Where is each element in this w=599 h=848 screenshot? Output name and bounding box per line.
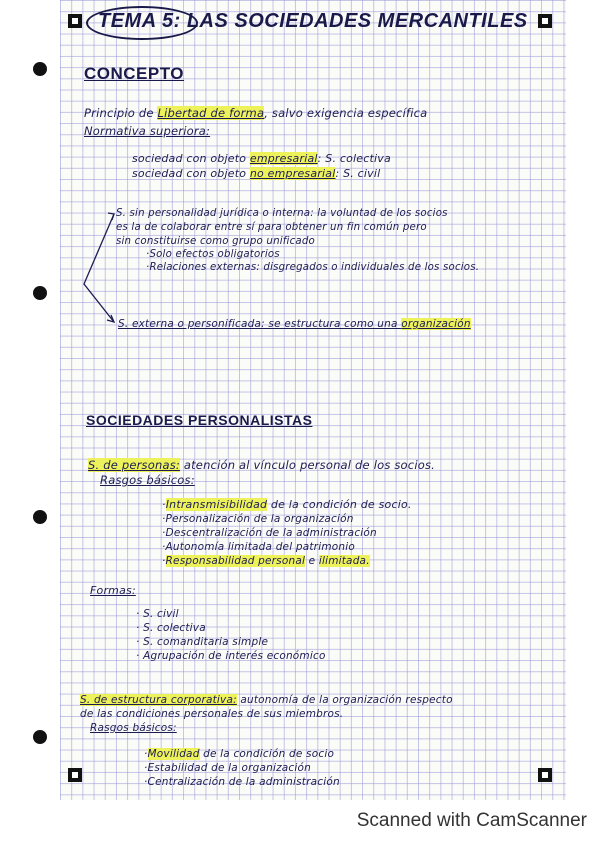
formas-label: Formas: [90, 584, 136, 597]
forma-2: · S. colectiva [136, 622, 206, 634]
rasgo-5: ·Responsabilidad personal e ilimitada. [162, 555, 370, 567]
binder-hole [33, 730, 47, 744]
forma-1: · S. civil [136, 608, 179, 620]
s-personas-line: S. de personas: atención al vínculo personal de los socios. [88, 458, 435, 472]
interna-line-5: ·Relaciones externas: disgregados o individuales de los socios. [146, 262, 480, 273]
branch-arrow-icon [78, 210, 118, 330]
rasgo-4: ·Autonomía limitada del patrimonio [162, 541, 355, 553]
corner-marker-icon [538, 14, 552, 28]
interna-line-2: es la de colaborar entre sí para obtener un fin común pero [116, 222, 427, 233]
principio-line: Principio de Libertad de forma, salvo exigencia específica [84, 106, 428, 120]
notebook-page [60, 0, 566, 800]
normativa-line: Normativa superiora: [84, 124, 211, 138]
s-corporativa-line-2: de las condiciones personales de sus miembros. [80, 708, 344, 720]
scanner-watermark: Scanned with CamScanner [356, 810, 587, 831]
binder-hole [33, 286, 47, 300]
binder-hole [33, 510, 47, 524]
objeto-empresarial: sociedad con objeto empresarial: S. colectiva [132, 152, 391, 165]
concepto-heading: CONCEPTO [84, 64, 185, 83]
s-corporativa-line: S. de estructura corporativa: autonomía de la organización respecto [80, 694, 453, 706]
corner-marker-icon [538, 768, 552, 782]
corner-marker-icon [68, 14, 82, 28]
corporativa-rasgo-2: ·Estabilidad de la organización [144, 762, 311, 774]
rasgo-3: ·Descentralización de la administración [162, 527, 377, 539]
interna-line-1: S. sin personalidad jurídica o interna: la voluntad de los socios [116, 208, 448, 219]
page-title: TEMA 5: LAS SOCIEDADES MERCANTILES [98, 10, 528, 32]
interna-line-3: sin constituirse como grupo unificado [116, 236, 315, 247]
binder-hole [33, 62, 47, 76]
corporativa-rasgo-1: ·Movilidad de la condición de socio [144, 748, 335, 760]
rasgos-label: Rasgos básicos: [100, 473, 195, 487]
personalistas-heading: SOCIEDADES PERSONALISTAS [86, 412, 313, 428]
corporativa-rasgos-label: Rasgos básicos: [90, 722, 177, 734]
interna-line-4: ·Solo efectos obligatorios [146, 249, 280, 260]
corporativa-rasgo-3: ·Centralización de la administración [144, 776, 340, 788]
corner-marker-icon [68, 768, 82, 782]
forma-3: · S. comanditaria simple [136, 636, 269, 648]
objeto-no-empresarial: sociedad con objeto no empresarial: S. civil [132, 167, 381, 180]
rasgo-1: ·Intransmisibilidad de la condición de socio. [162, 498, 412, 511]
rasgo-2: ·Personalización de la organización [162, 513, 354, 525]
forma-4: · Agrupación de interés económico [136, 650, 326, 662]
externa-line: S. externa o personificada: se estructura como una organización [118, 318, 471, 330]
